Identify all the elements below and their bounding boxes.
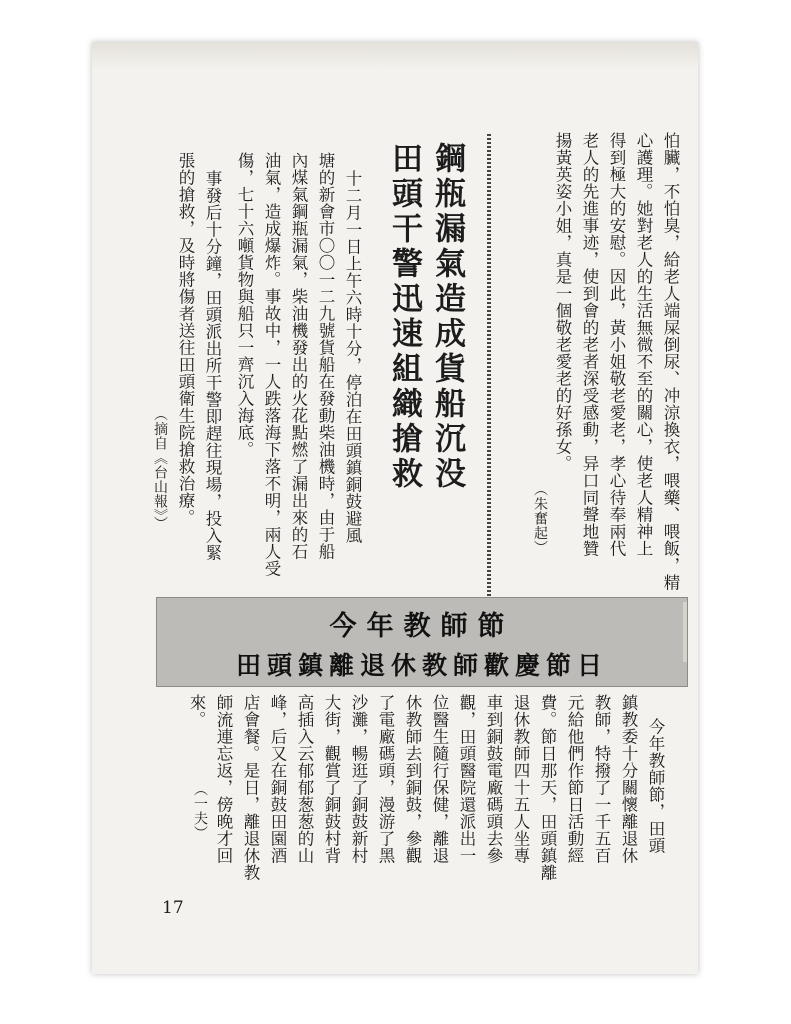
bottom-article-column-9: 位醫生隨行保健，離退 <box>430 694 449 864</box>
bottom-article-column-2: 鎮教委十分關懷離退休 <box>619 694 638 864</box>
bottom-article-column-12: 沙灘，暢逛了銅鼓新村 <box>349 694 368 864</box>
mid-article-source: （摘自《台山報》） <box>152 407 168 531</box>
bottom-article-column-8: 觀，田頭醫院還派出一 <box>457 694 476 864</box>
printed-page <box>92 42 698 974</box>
top-article-column-2: 心護理。她對老人的生活無微不至的關心，使老人精神上 <box>634 132 653 557</box>
festival-banner <box>156 597 688 687</box>
banner-title: 今年教師節 <box>329 611 515 642</box>
bottom-article-column-7: 車到銅鼓電廠碼頭去參 <box>484 694 503 864</box>
bottom-article-column-4: 元給他們作節日活動經 <box>565 694 584 864</box>
bottom-article-column-18: 來。 <box>187 694 206 728</box>
bottom-article-column-1: 今年教師節，田頭 <box>646 718 665 854</box>
mid-article-column-1: 十二月一日上午六時十分，停泊在田頭鎮銅鼓避風 <box>343 170 362 544</box>
bottom-article-author: （一夫） <box>192 782 208 840</box>
top-article-column-3: 得到極大的安慰。因此，黃小姐敬老愛老，孝心待奉兩代 <box>607 132 626 557</box>
mid-article-column-7: 張的搶救，及時將傷者送往田頭衛生院搶救治療。 <box>176 152 195 526</box>
top-article-column-5: 揚黃英姿小姐，真是一個敬老愛老的好孫女。 <box>553 132 572 472</box>
headline-line-2: 田頭干警迅速組織搶救 <box>386 142 422 492</box>
top-article-author: （朱奮起） <box>532 482 548 555</box>
bottom-article-column-14: 高插入云郁郁葱葱的山 <box>295 694 314 864</box>
mid-article-column-2: 塘的新會市〇〇一二九號貨船在發動柴油機時，由于船 <box>316 152 335 560</box>
page-number: 17 <box>162 898 184 918</box>
top-article-column-4: 老人的先進事迹，使到會的老者深受感動，异口同聲地贊 <box>580 132 599 557</box>
bottom-article-column-13: 大街，觀賞了銅鼓村背 <box>322 694 341 864</box>
banner-subtitle: 田頭鎮離退休教師歡慶節日 <box>235 651 608 680</box>
mid-article-column-5: 傷，七十六噸貨物與船只一齊沉入海底。 <box>235 152 254 458</box>
page-top-shadow <box>92 42 698 70</box>
bottom-article-column-17: 師流連忘返，傍晚才回 <box>214 694 233 864</box>
column-divider <box>487 134 491 602</box>
bottom-article-column-3: 教師，特撥了一千五百 <box>592 694 611 864</box>
mid-article-column-6: 事發后十分鐘，田頭派出所干警即趕往現場，投入緊 <box>203 170 222 561</box>
mid-article-column-4: 油氣，造成爆炸。事故中，一人跌落海下落不明，兩人受 <box>262 152 281 577</box>
mid-article-column-3: 內煤氣鋼瓶漏氣，柴油機發出的火花點燃了漏出來的石 <box>289 152 308 560</box>
top-article-column-1: 怕臟，不怕臭，給老人端屎倒尿、冲涼換衣，喂藥、喂飯，精 <box>661 132 680 591</box>
bottom-article-column-16: 店會餐。是日，離退休教 <box>241 694 260 881</box>
headline-line-1: 鋼瓶漏氣造成貨船沉没 <box>429 142 465 492</box>
bottom-article-column-11: 了電廠碼頭，漫游了黑 <box>376 694 395 864</box>
page-edge-mark <box>683 602 687 662</box>
bottom-article-column-15: 峰，后又在銅鼓田園酒 <box>268 694 287 864</box>
bottom-article-column-6: 退休教師四十五人坐專 <box>511 694 530 864</box>
bottom-article-column-10: 休教師去到銅鼓，參觀 <box>403 694 422 864</box>
bottom-article-column-5: 費。節日那天，田頭鎮離 <box>538 694 557 881</box>
